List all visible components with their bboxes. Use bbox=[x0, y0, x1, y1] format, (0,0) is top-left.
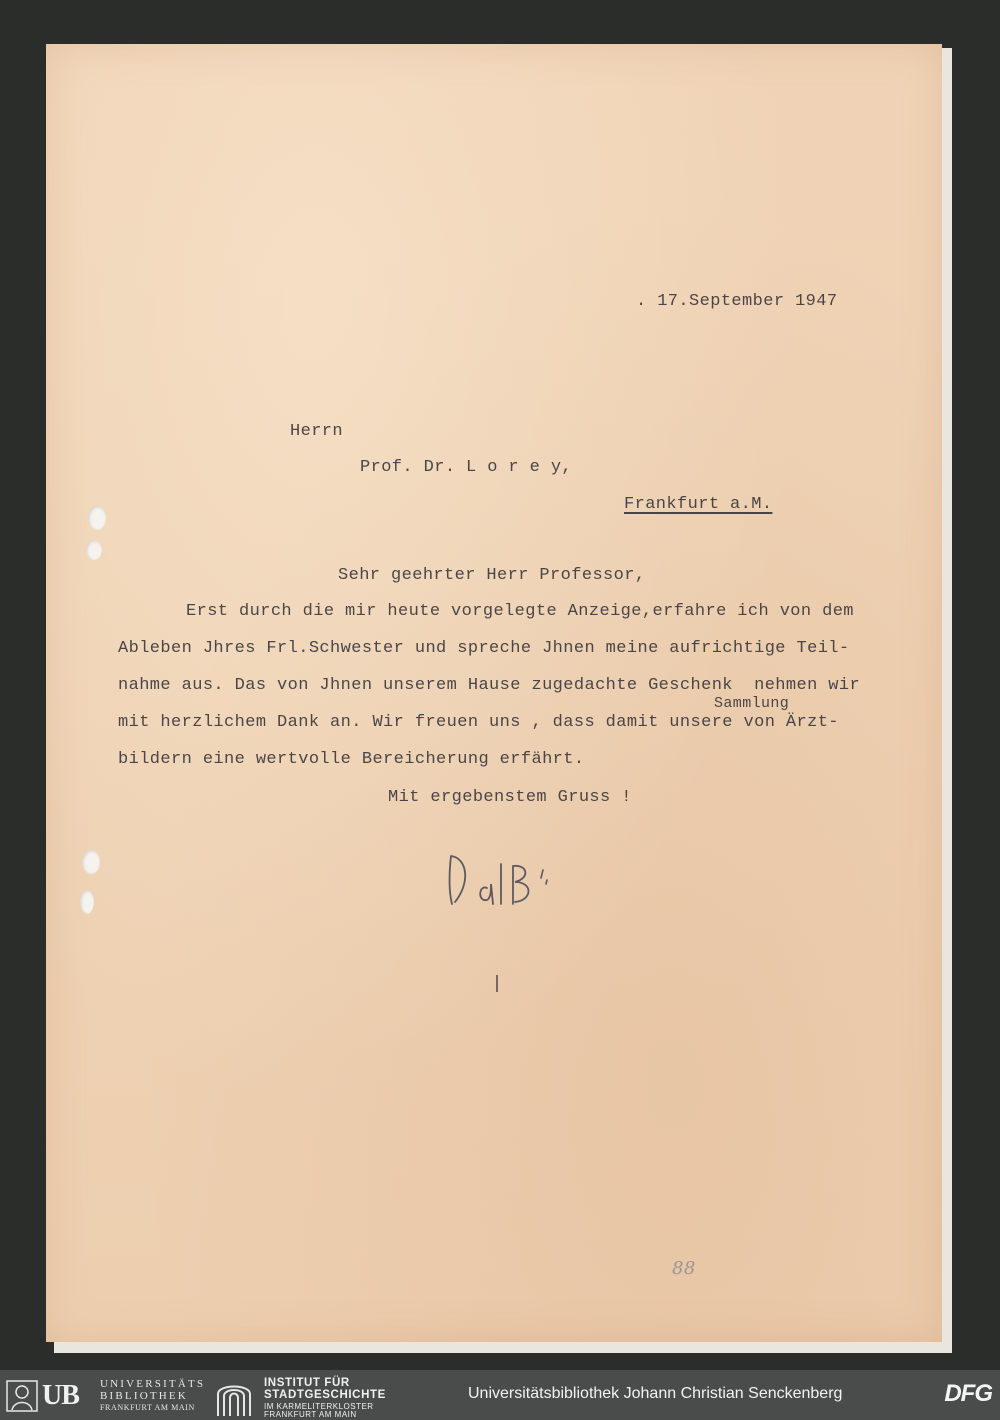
ub-portrait-icon bbox=[6, 1380, 38, 1412]
pencil-page-number: 88 bbox=[672, 1258, 696, 1279]
isg-arch-icon bbox=[214, 1378, 254, 1418]
ub-line-universitaets: UNIVERSITÄTS bbox=[100, 1378, 206, 1390]
body-line: Erst durch die mir heute vorgelegte Anzeige,erfahre ich von dem bbox=[186, 602, 854, 621]
ub-line-bibliothek: BIBLIOTHEK bbox=[100, 1390, 188, 1402]
punch-hole bbox=[82, 850, 100, 874]
letter-page bbox=[46, 44, 942, 1342]
recipient-city: Frankfurt a.M. bbox=[624, 495, 773, 514]
body-line: nahme aus. Das von Jhnen unserem Hause zugedachte Geschenk nehmen wir bbox=[118, 676, 861, 695]
dfg-logo: DFG bbox=[944, 1380, 992, 1407]
letter-closing: Mit ergebenstem Gruss ! bbox=[388, 788, 632, 807]
pencil-mark bbox=[494, 974, 500, 994]
footer-title: Universitätsbibliothek Johann Christian Senckenberg bbox=[468, 1385, 843, 1402]
isg-logo bbox=[214, 1378, 404, 1418]
ub-letters: UB bbox=[42, 1380, 79, 1411]
body-line: Ableben Jhres Frl.Schwester und spreche Jhnen meine aufrichtige Teil- bbox=[118, 639, 850, 658]
insertion-sammlung: Sammlung bbox=[714, 695, 790, 712]
isg-line-stadtgeschichte: STADTGESCHICHTE bbox=[264, 1389, 386, 1401]
body-line: mit herzlichem Dank an. Wir freuen uns , dass damit unsere von Ärzt- bbox=[118, 713, 839, 732]
punch-hole bbox=[88, 506, 106, 530]
body-line: bildern eine wertvolle Bereicherung erfährt. bbox=[118, 750, 585, 769]
letter-greeting: Sehr geehrter Herr Professor, bbox=[338, 566, 646, 585]
letter-date: . 17.September 1947 bbox=[636, 292, 838, 311]
punch-hole bbox=[80, 890, 94, 914]
isg-line-institut: INSTITUT FÜR bbox=[264, 1377, 350, 1389]
punch-hole bbox=[86, 540, 102, 560]
recipient-name: Prof. Dr. L o r e y, bbox=[360, 458, 573, 477]
footer-bar bbox=[0, 1370, 1000, 1420]
isg-line-frankfurt: FRANKFURT AM MAIN bbox=[264, 1410, 357, 1419]
isg-line-karmeliterkloster: IM KARMELITERKLOSTER bbox=[264, 1402, 374, 1411]
ub-line-frankfurt: FRANKFURT AM MAIN bbox=[100, 1403, 195, 1412]
salutation-herrn: Herrn bbox=[290, 422, 344, 441]
handwritten-initials-signature bbox=[441, 844, 561, 914]
ub-logo bbox=[6, 1378, 206, 1414]
